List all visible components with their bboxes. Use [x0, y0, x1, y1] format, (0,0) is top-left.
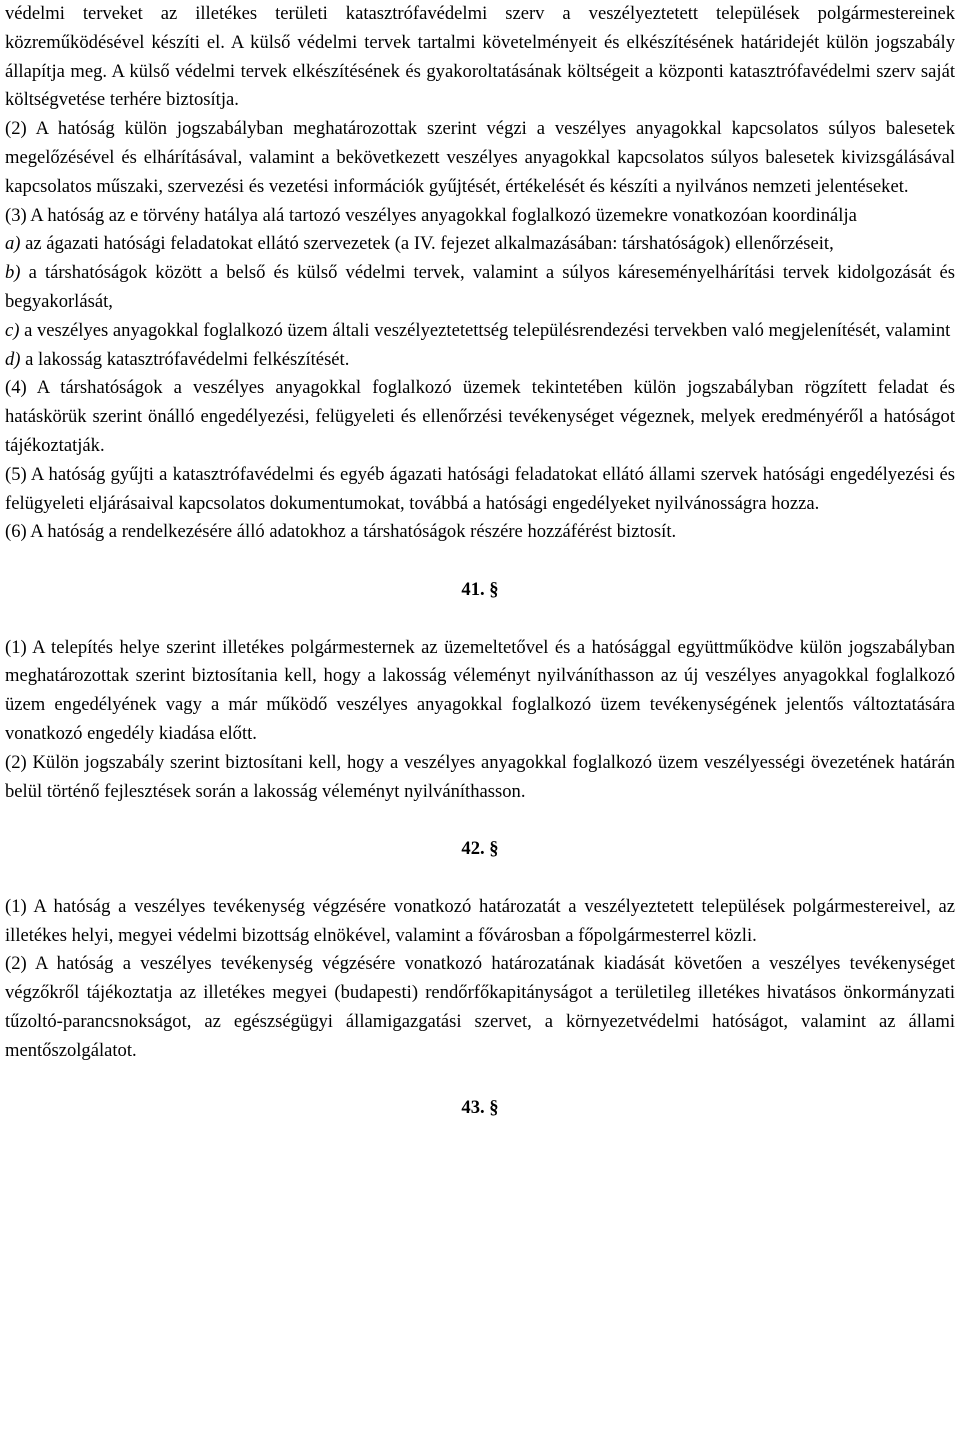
list-item-d — [5, 346, 955, 375]
list-text-b: a társhatóságok között a belső és külső védelmi tervek, valamint a súlyos káreseményelhárítási tervek kidolgozását és begyakorlását, — [5, 262, 955, 312]
spacer — [5, 806, 955, 835]
list-text-c: a veszélyes anyagokkal foglalkozó üzem általi veszélyeztetettség településrendezési tervekben való megjelenítését, valamint — [19, 319, 951, 341]
list-text-d: a lakosság katasztrófavédelmi felkészítését. — [20, 348, 350, 370]
list-letter-c: c) — [5, 319, 20, 341]
paragraph-5: (5) A hatóság gyűjti a katasztrófavédelmi és egyéb ágazati hatósági feladatokat ellátó állami szervek hatósági engedélyezési és felügyeleti eljárásaival kapcsolatos dokumentumokat, továbbá a hatósági engedélyeket nyilvánosságra hozza. — [5, 463, 955, 514]
list-item-c — [5, 317, 955, 346]
section-heading-42: 42. § — [461, 838, 499, 860]
section-41-paragraph-1: (1) A telepítés helye szerint illetékes polgármesternek az üzemeltetővel és a hatósággal együttműködve külön jogszabályban meghatározottak szerint biztosítania kell, hogy a lakosság véleményt nyilváníthasson az új veszélyes anyagokkal foglalkozó üzem engedélyének vagy a már működő veszélyes anyagokkal foglalkozó üzem tevékenységének jelentős változtatására vonatkozó engedély kiadása előtt. — [5, 636, 955, 744]
paragraph-2: (2) A hatóság külön jogszabályban meghatározottak szerint végzi a veszélyes anyagokkal kapcsolatos súlyos balesetek megelőzésével és elhárításával, valamint a bekövetkezett veszélyes anyagokkal kapcsolatos súlyos balesetek kivizsgálásával kapcsolatos műszaki, szervezési és vezetési információk gyűjtését, értékelését és készíti a nyilvános nemzeti jelentéseket. — [5, 118, 955, 197]
paragraph-intro: védelmi terveket az illetékes területi katasztrófavédelmi szerv a veszélyeztetett települések polgármestereinek közreműködésével készíti el. A külső védelmi tervek tartalmi követelményeit és elkészítésének határidejét külön jogszabály állapítja meg. A külső védelmi tervek elkészítésének és gyakoroltatásának költségeit a központi katasztrófavédelmi szerv saját költségvetése terhére biztosítja. — [5, 3, 955, 111]
paragraph-3: (3) A hatóság az e törvény hatálya alá tartozó veszélyes anyagokkal foglalkozó üzemekre vonatkozóan koordinálja — [5, 204, 857, 226]
list-letter-d: d) — [5, 348, 21, 370]
section-heading-43: 43. § — [461, 1097, 499, 1119]
list-item-b — [5, 259, 955, 317]
spacer — [5, 547, 955, 576]
spacer — [5, 605, 955, 634]
section-41-paragraph-2: (2) Külön jogszabály szerint biztosítani kell, hogy a veszélyes anyagokkal foglalkozó üzem veszélyességi övezetének határán belül történő fejlesztések során a lakosság véleményt nyilváníthasson. — [5, 751, 955, 802]
paragraph-4: (4) A társhatóságok a veszélyes anyagokkal foglalkozó üzemek tekintetében külön jogszabályban rögzített feladat és hatáskörük szerint önálló engedélyezési, felügyeleti és ellenőrzési tevékenységet végeznek, melyek eredményéről a hatóságot tájékoztatják. — [5, 377, 955, 456]
section-42-paragraph-2: (2) A hatóság a veszélyes tevékenység végzésére vonatkozó határozatának kiadását követően a veszélyes tevékenységet végzőkről tájékoztatja az illetékes megyei (budapesti) rendőrfőkapitányságot a területileg illetékes hivatásos önkormányzati tűzoltó-parancsnokságot, az egészségügyi államigazgatási szervet, a környezetvédelmi hatóságot, valamint az állami mentőszolgálatot. — [5, 953, 955, 1061]
paragraph-6: (6) A hatóság a rendelkezésére álló adatokhoz a társhatóságok részére hozzáférést biztosít. — [5, 521, 677, 543]
list-letter-a: a) — [5, 233, 21, 255]
section-42-paragraph-1: (1) A hatóság a veszélyes tevékenység végzésére vonatkozó határozatát a veszélyeztetett települések polgármestereivel, az illetékes helyi, megyei védelmi bizottság elnökével, valamint a fővárosban a főpolgármesterrel közli. — [5, 895, 955, 946]
list-letter-b: b) — [5, 262, 21, 284]
list-text-a: az ágazati hatósági feladatokat ellátó szervezetek (a IV. fejezet alkalmazásában: társhatóságok) ellenőrzéseit, — [20, 233, 834, 255]
spacer — [5, 864, 955, 893]
section-heading-41: 41. § — [461, 578, 499, 600]
spacer — [5, 1065, 955, 1094]
document-page — [5, 0, 955, 1123]
list-item-a — [5, 230, 955, 259]
